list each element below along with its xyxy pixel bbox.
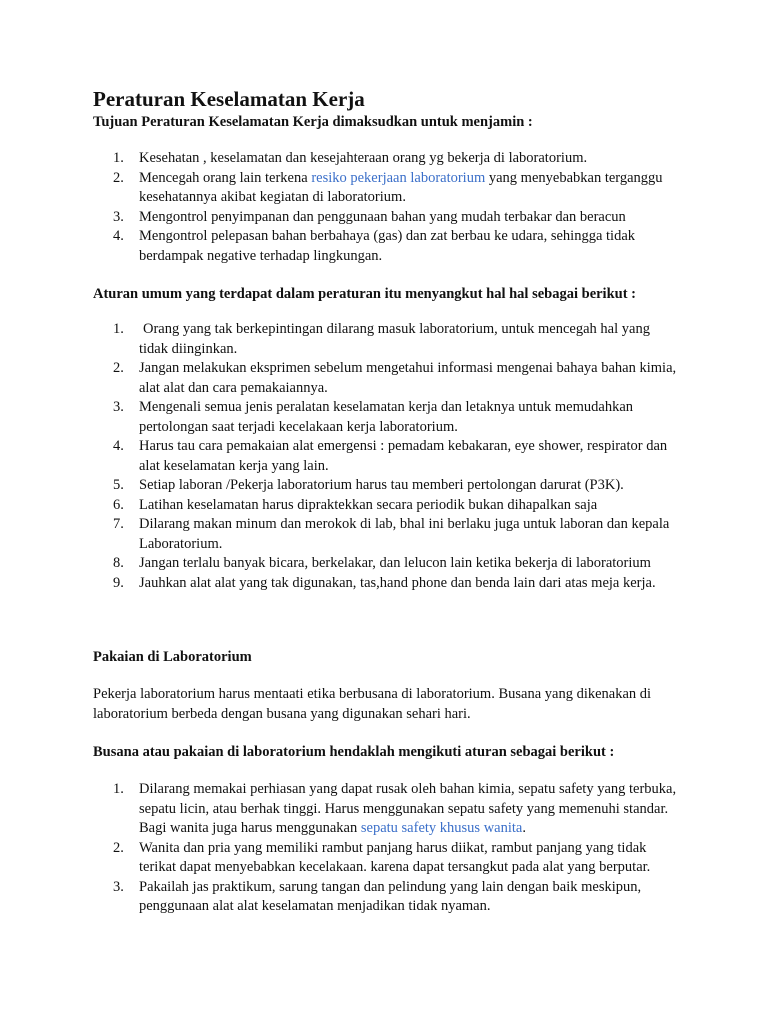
list-text: Jangan melakukan eksprimen sebelum mengetahui informasi mengenai bahaya bahan kimia, alat alat dan cara pemakaiannya.	[139, 360, 677, 396]
list-number: 1.	[113, 150, 124, 166]
list-text: Mengontrol penyimpanan dan penggunaan bahan yang mudah terbakar dan beracun	[139, 208, 626, 225]
list-text: yang menyebabkan terganggu kesehatannya akibat kegiatan di laboratorium.	[139, 169, 663, 205]
list-item	[93, 227, 678, 266]
list-item	[93, 437, 678, 476]
list-text: Kesehatan , keselamatan dan kesejahteraan orang yg bekerja di laboratorium.	[139, 150, 588, 166]
list-number: 1.	[113, 781, 124, 797]
attire-heading: Busana atau pakaian di laboratorium hendaklah mengikuti aturan sebagai berikut :	[93, 744, 615, 760]
list-number: 2.	[113, 839, 124, 856]
clothing-paragraph: Pekerja laboratorium harus mentaati etika berbusana di laboratorium. Busana yang dikenakan di laboratorium berbeda dengan busana yang digunakan sehari hari.	[93, 686, 652, 722]
list-item	[93, 574, 678, 594]
list-number: 4.	[113, 228, 124, 244]
goals-list	[93, 149, 678, 266]
rules-list	[93, 320, 678, 593]
list-number: 4.	[113, 438, 124, 454]
list-text: Jangan terlalu banyak bicara, berkelakar, dan lelucon lain ketika bekerja di laboratorium	[139, 555, 651, 571]
list-text: Mengontrol pelepasan bahan berbahaya (gas) dan zat berbau ke udara, sehingga tidak berdampak negative terhadap lingkungan.	[139, 228, 636, 264]
list-item	[93, 780, 678, 839]
list-item	[93, 320, 678, 359]
list-item	[93, 515, 678, 554]
list-text: Mengenali semua jenis peralatan keselamatan kerja dan letaknya untuk memudahkan pertolongan saat terjadi kecelakaan kerja laboratorium.	[139, 399, 634, 435]
list-item	[93, 149, 678, 169]
list-item	[93, 476, 678, 496]
list-number: 3.	[113, 208, 124, 225]
list-number: 6.	[113, 496, 124, 513]
goals-heading: Tujuan Peraturan Keselamatan Kerja dimaksudkan untuk menjamin :	[93, 114, 533, 130]
list-item	[93, 208, 678, 228]
list-number: 5.	[113, 477, 124, 493]
list-number: 8.	[113, 555, 124, 571]
list-item	[93, 839, 678, 878]
sepatu-safety-link[interactable]: sepatu safety khusus wanita	[360, 820, 523, 836]
list-text: Pakailah jas praktikum, sarung tangan dan pelindung yang lain dengan baik meskipun, penggunaan alat alat keselamatan menjadikan tidak nyaman.	[139, 878, 642, 914]
clothing-heading: Pakaian di Laboratorium	[93, 649, 252, 665]
list-number: 7.	[113, 516, 124, 532]
list-text: Jauhkan alat alat yang tak digunakan, tas,hand phone dan benda lain dari atas meja kerja.	[139, 574, 656, 591]
list-text: Latihan keselamatan harus dipraktekkan secara periodik bukan dihapalkan saja	[139, 496, 598, 513]
list-item	[93, 398, 678, 437]
list-text: Dilarang memakai perhiasan yang dapat rusak oleh bahan kimia, sepatu safety yang terbuka, sepatu licin, atau berhak tinggi. Harus menggunakan sepatu safety yang memenuhi standar. Bagi wanita juga harus menggunakan	[139, 781, 677, 836]
list-number: 3.	[113, 878, 124, 895]
list-item	[93, 169, 678, 208]
list-text: Orang yang tak berkepintingan dilarang masuk laboratorium, untuk mencegah hal yang tidak diinginkan.	[139, 321, 650, 357]
document-title: Peraturan Keselamatan Kerja	[93, 87, 365, 111]
list-item	[93, 496, 678, 516]
list-number: 9.	[113, 574, 124, 591]
list-text: .	[522, 820, 526, 836]
list-item	[93, 554, 678, 574]
list-number: 1.	[113, 321, 124, 337]
attire-list	[93, 780, 678, 917]
list-text: Dilarang makan minum dan merokok di lab, bhal ini berlaku juga untuk laboran dan kepala Laboratorium.	[139, 516, 670, 552]
rules-heading: Aturan umum yang terdapat dalam peraturan itu menyangkut hal hal sebagai berikut :	[93, 286, 636, 302]
list-text: Setiap laboran /Pekerja laboratorium harus tau memberi pertolongan darurat (P3K).	[139, 477, 624, 493]
list-item	[93, 359, 678, 398]
list-number: 2.	[113, 169, 124, 186]
list-text: Harus tau cara pemakaian alat emergensi : pemadam kebakaran, eye shower, respirator dan alat keselamatan kerja yang lain.	[139, 438, 668, 474]
list-text: Wanita dan pria yang memiliki rambut panjang harus diikat, rambut panjang yang tidak terikat dapat menyebabkan kecelakaan. karena dapat tersangkut pada alat yang berputar.	[139, 839, 651, 875]
list-item	[93, 878, 678, 917]
list-text: Mencegah orang lain terkena	[139, 169, 312, 186]
list-number: 2.	[113, 360, 124, 376]
resiko-pekerjaan-link[interactable]: resiko pekerjaan laboratorium	[311, 169, 486, 186]
list-number: 3.	[113, 399, 124, 415]
